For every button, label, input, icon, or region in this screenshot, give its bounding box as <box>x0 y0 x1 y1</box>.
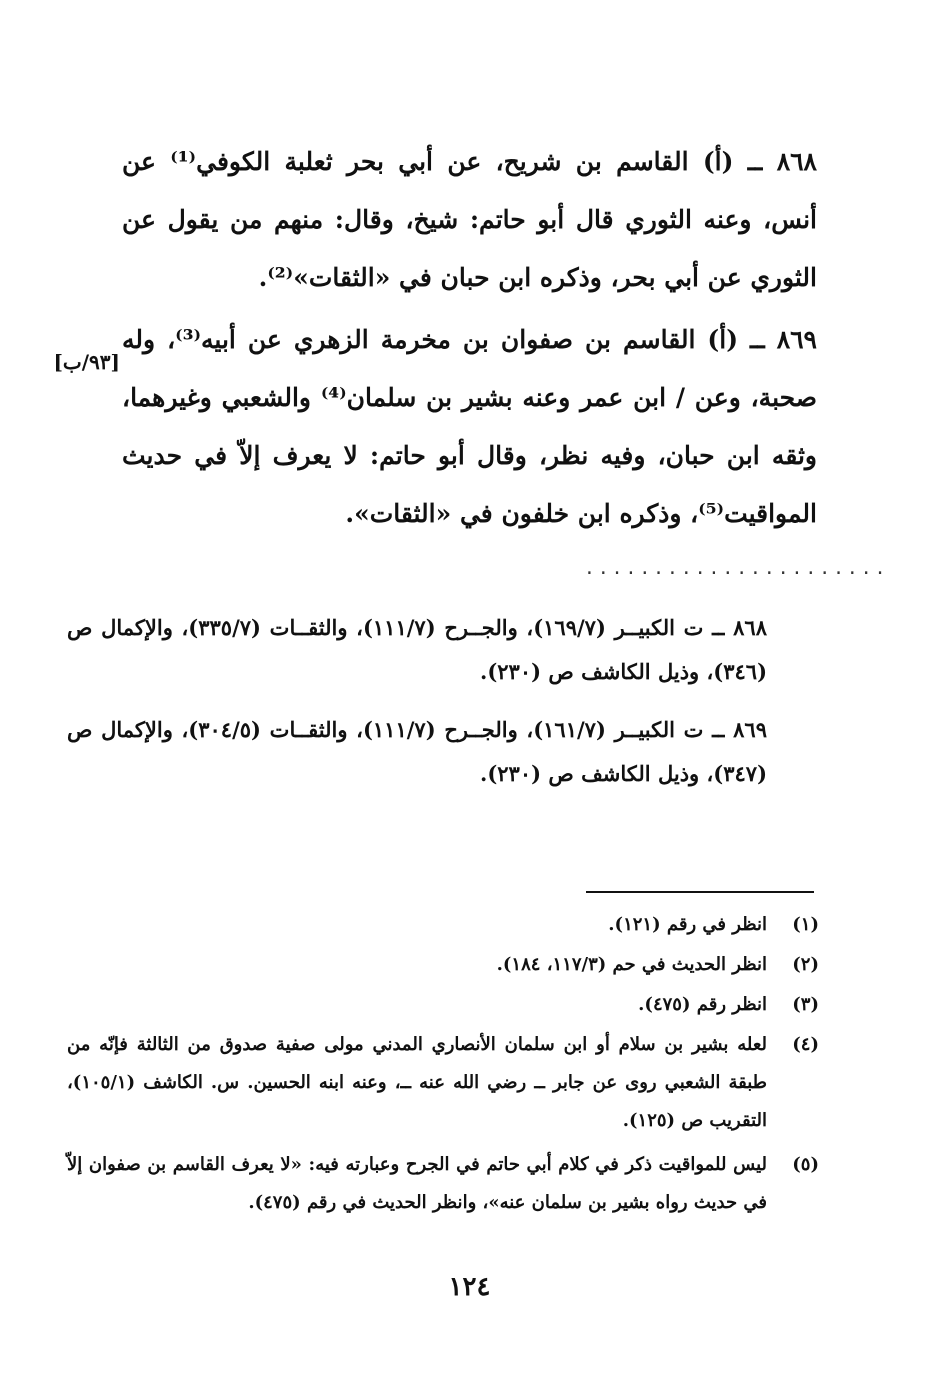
footnote-number: (١) <box>792 914 819 935</box>
margin-folio-note: [٩٣/ب] <box>53 350 120 374</box>
footnote-text: انظر الحديث في حم (١١٧/٣، ١٨٤). <box>496 954 767 975</box>
entry-869: ٨٦٩ ــ (أ) القاسم بن صفوان بن مخرمة الزهري عن أبيه⁽³⁾، وله صحبة، وعن / ابن عمر وعنه بشير بن سلمان⁽⁴⁾ والشعبي وغيرهما، وثقه ابن حبان، وفيه نظر، وقال أبو حاتم: لا يعرف إلاّ في حديث المواقيت⁽⁵⁾، وذكره ابن خلفون في «الثقات». <box>122 325 817 528</box>
footnote-text: ليس للمواقيت ذكر في كلام أبي حاتم في الجرح وعبارته فيه: «لا يعرف القاسم بن صفوان إلاّ في حديث رواه بشير بن سلمان عنه»، وانظر الحديث في رقم (٤٧٥). <box>67 1154 767 1213</box>
footnote <box>67 906 819 944</box>
footnote-number: (٢) <box>792 954 819 975</box>
footnote-number: (٤) <box>792 1034 819 1055</box>
footnote <box>67 1146 819 1222</box>
separator-dots: ...................... <box>584 558 889 579</box>
footnote-number: (٣) <box>792 994 819 1015</box>
footnote-number: (٥) <box>792 1154 819 1175</box>
footnote <box>67 986 819 1024</box>
footnote-rule <box>586 891 814 893</box>
footnote-text: انظر في رقم (١٢١). <box>608 914 767 935</box>
footnotes <box>67 906 819 1224</box>
source-869: ٨٦٩ ــ ت الكبيــر (١٦١/٧)، والجــرح (١١١/٧)، والثقــات (٣٠٤/٥)، والإكمال ص (٣٤٧)، وذيل الكاشف ص (٢٣٠). <box>67 717 767 786</box>
footnote <box>67 1026 819 1140</box>
page-number: ١٢٤ <box>448 1272 491 1302</box>
entry-868: ٨٦٨ ــ (أ) القاسم بن شريح، عن أبي بحر ثعلبة الكوفي⁽¹⁾ عن أنس، وعنه الثوري قال أبو حاتم: شيخ، وقال: منهم من يقول عن الثوري عن أبي بحر، وذكره ابن حبان في «الثقات»⁽²⁾. <box>122 147 817 292</box>
footnote <box>67 946 819 984</box>
footnote-text: انظر رقم (٤٧٥). <box>638 994 767 1015</box>
source-868: ٨٦٨ ــ ت الكبيــر (١٦٩/٧)، والجــرح (١١١/٧)، والثقــات (٣٣٥/٧)، والإكمال ص (٣٤٦)، وذيل الكاشف ص (٢٣٠). <box>67 615 767 684</box>
footnote-text: لعله بشير بن سلام أو ابن سلمان الأنصاري المدني مولى صفية صدوق من الثالثة فإنّه من طبقة الشعبي روى عن جابر ــ رضي الله عنه ــ، وعنه ابنه الحسين. س. الكاشف (١٠٥/١)، التقريب ص (١٢٥). <box>67 1034 767 1131</box>
